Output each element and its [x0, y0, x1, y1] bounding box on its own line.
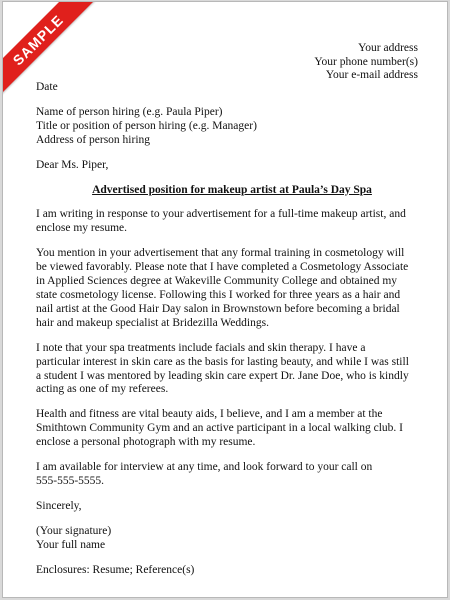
- salutation: Dear Ms. Piper,: [36, 158, 109, 171]
- sample-ribbon: SAMPLE: [3, 2, 100, 102]
- full-name: Your full name: [36, 538, 106, 551]
- sender-block: [314, 42, 418, 83]
- letter-date: Date: [36, 81, 58, 93]
- paragraph-skin-care: I note that your spa treatments include facials and skin therapy. I have a particular interest in skin care as the basis for lasting beauty, and while I was still a student I was mentored by leading skin care expert Dr. Jane Doe, who is kindly acting as one of my referees.: [36, 341, 409, 396]
- paragraph-training: You mention in your advertisement that any formal training in cosmetology will be viewed favorably. Please note that I have completed a Cosmetology Associate in Applied Sciences degree at Wakeville Community College and obtained my state cosmetology license. Following this I worked for three years as a hair and nail artist at the Good Hair Day salon in Brownstown before becoming a bridal hair and makeup specialist at Bridezilla Weddings.: [36, 247, 409, 329]
- recipient-title: Title or position of person hiring (e.g. Manager): [36, 119, 257, 132]
- letter-body: [36, 81, 428, 577]
- recipient-address: Address of person hiring: [36, 133, 151, 146]
- closing: Sincerely,: [36, 499, 82, 512]
- recipient-block: [36, 106, 428, 148]
- signature-block: [36, 525, 428, 553]
- letter-page: [2, 1, 448, 598]
- subject-line: Advertised position for makeup artist at Paula’s Day Spa: [92, 183, 372, 196]
- sender-address: Your address: [358, 42, 418, 54]
- recipient-name: Name of person hiring (e.g. Paula Piper): [36, 105, 223, 118]
- signature-placeholder: (Your signature): [36, 524, 112, 537]
- paragraph-availability: I am available for interview at any time, and look forward to your call on 555-555-5555.: [36, 461, 373, 487]
- sender-email: Your e-mail address: [325, 69, 418, 82]
- paragraph-fitness: Health and fitness are vital beauty aids, I believe, and I am a member at the Smithtown Community Gym and an active participant in a local walking club. I enclose a personal photograph with my resume.: [36, 408, 403, 449]
- enclosures-line: Enclosures: Resume; Reference(s): [36, 563, 195, 576]
- paragraph-intro: I am writing in response to your advertisement for a full-time makeup artist, and enclose my resume.: [36, 208, 406, 235]
- sender-phone: Your phone number(s): [314, 55, 418, 68]
